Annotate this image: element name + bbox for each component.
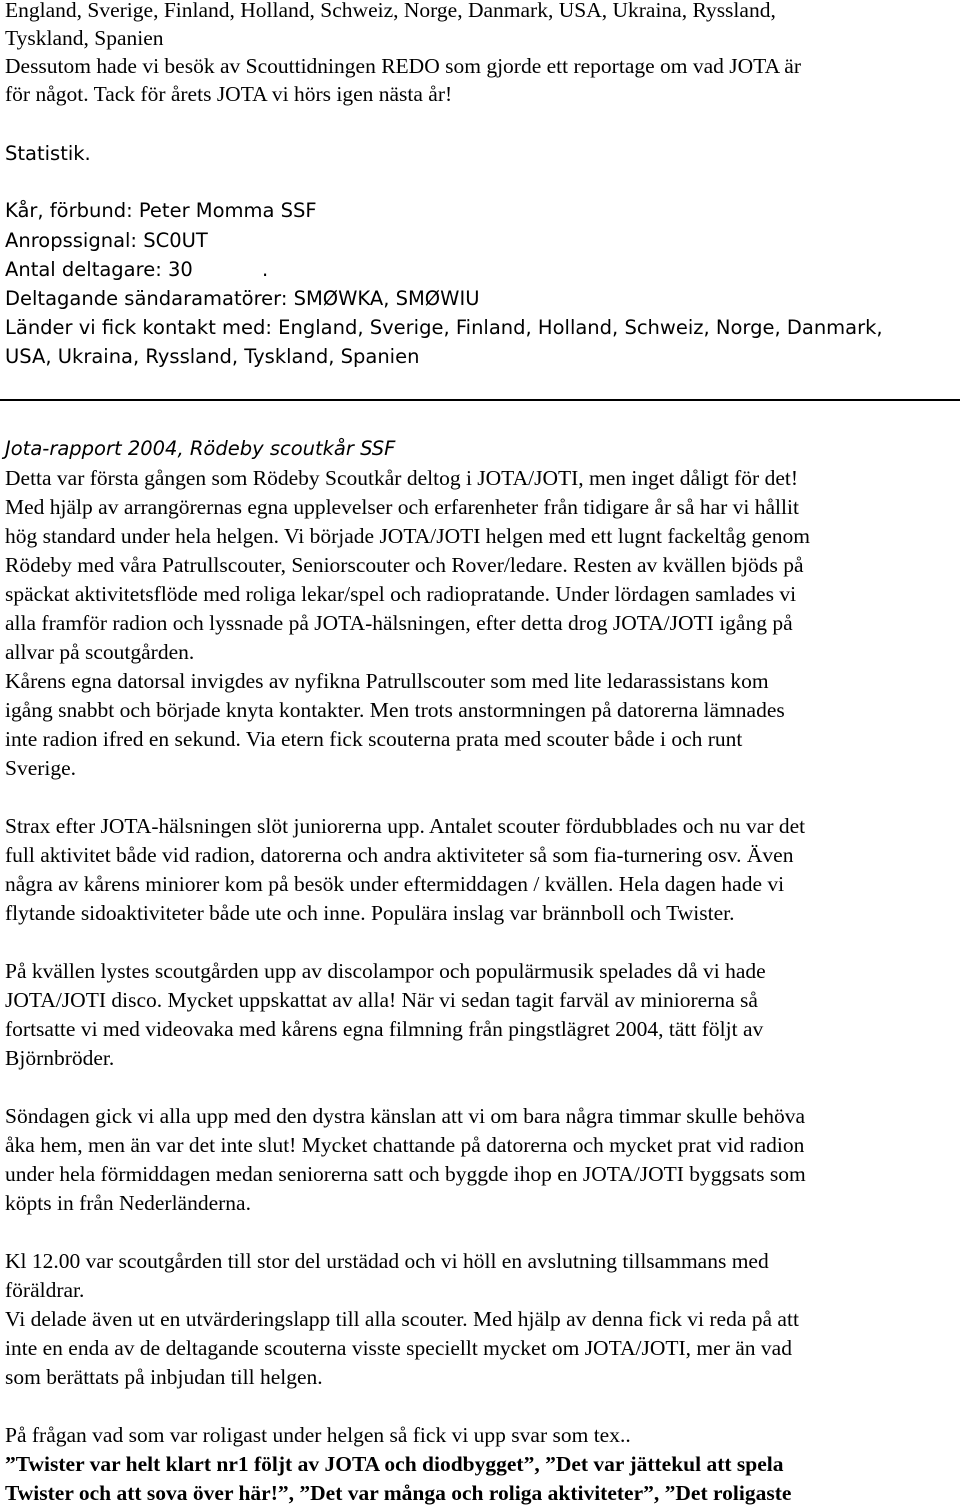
text-line: Med hjälp av arrangörernas egna upplevelser och erfarenheter från tidigare år så har vi hållit bbox=[5, 495, 799, 519]
stats-line: Länder vi fick kontakt med: England, Sverige, Finland, Holland, Schweiz, Norge, Danmark, bbox=[5, 316, 883, 339]
text-line: som berättats på inbjudan till helgen. bbox=[5, 1365, 323, 1389]
text-line: Söndagen gick vi alla upp med den dystra känslan att vi om bara några timmar skulle behöva bbox=[5, 1104, 806, 1128]
text-line: Kårens egna datorsal invigdes av nyfikna Patrullscouter som med lite ledarassistans kom bbox=[5, 669, 769, 693]
stats-line: Deltagande sändaramatörer: SMØWKA, SMØWIU bbox=[5, 287, 480, 310]
text-line: JOTA/JOTI disco. Mycket uppskattat av alla! När vi sedan tagit farväl av miniorerna så bbox=[5, 988, 758, 1012]
stats-heading: Statistik. bbox=[5, 142, 91, 165]
text-line: några av kårens miniorer kom på besök under eftermiddagen / kvällen. Hela dagen hade vi bbox=[5, 872, 785, 896]
text-line: På kvällen lystes scoutgården upp av discolampor och populärmusik spelades då vi hade bbox=[5, 959, 766, 983]
text-line: hög standard under hela helgen. Vi började JOTA/JOTI helgen med ett lugnt fackeltåg genom bbox=[5, 524, 810, 548]
stats-dot: . bbox=[262, 258, 269, 281]
section-divider bbox=[0, 399, 960, 401]
text-line: köpts in från Nederländerna. bbox=[5, 1191, 251, 1215]
text-line: inte radion ifred en sekund. Via etern fick scouterna prata med scouter både i och runt bbox=[5, 727, 743, 751]
text-line: På frågan vad som var roligast under helgen så fick vi upp svar som tex.. bbox=[5, 1423, 631, 1447]
report-heading: Jota-rapport 2004, Rödeby scoutkår SSF bbox=[5, 437, 396, 460]
stats-line: Kår, förbund: Peter Momma SSF bbox=[5, 199, 317, 222]
stats-line: Anropssignal: SC0UT bbox=[5, 229, 208, 252]
text-line: Vi delade även ut en utvärderingslapp till alla scouter. Med hjälp av denna fick vi reda på att bbox=[5, 1307, 799, 1331]
text-line: Kl 12.00 var scoutgården till stor del urstädad och vi höll en avslutning tillsammans med bbox=[5, 1249, 769, 1273]
text-line: Dessutom hade vi besök av Scouttidningen REDO som gjorde ett reportage om vad JOTA är bbox=[5, 54, 802, 78]
text-line: åka hem, men än var det inte slut! Mycket chattande på datorerna och mycket prat vid radion bbox=[5, 1133, 805, 1157]
text-line: under hela förmiddagen medan seniorerna satt och byggde ihop en JOTA/JOTI byggsats som bbox=[5, 1162, 806, 1186]
text-line: inte en enda av de deltagande scouterna visste speciellt mycket om JOTA/JOTI, mer än vad bbox=[5, 1336, 792, 1360]
text-line: för något. Tack för årets JOTA vi hörs igen nästa år! bbox=[5, 82, 453, 106]
text-line: flytande sidoaktiviteter både ute och inne. Populära inslag var brännboll och Twister. bbox=[5, 901, 735, 925]
text-line: fortsatte vi med videovaka med kårens egna filmning från pingstlägret 2004, tätt följt av bbox=[5, 1017, 764, 1041]
stats-line: USA, Ukraina, Ryssland, Tyskland, Spanien bbox=[5, 345, 420, 368]
text-line: Björnbröder. bbox=[5, 1046, 115, 1070]
quote-line: ”Twister var helt klart nr1 följt av JOTA och diodbygget”, ”Det var jättekul att spela bbox=[5, 1452, 784, 1476]
stats-line: Antal deltagare: 30 bbox=[5, 258, 193, 281]
text-line: full aktivitet både vid radion, datorerna och andra aktiviteter så som fia-turnering osv. Även bbox=[5, 843, 794, 867]
text-line: späckat aktivitetsflöde med roliga lekar/spel och radiopratande. Under lördagen samlades vi bbox=[5, 582, 797, 606]
text-line: Rödeby med våra Patrullscouter, Seniorscouter och Rover/ledare. Resten av kvällen bjöds på bbox=[5, 553, 804, 577]
quote-line: Twister och att sova över här!”, ”Det var många och roliga aktiviteter”, ”Det roligaste bbox=[5, 1481, 792, 1505]
text-line: Tyskland, Spanien bbox=[5, 26, 164, 50]
text-line: allvar på scoutgården. bbox=[5, 640, 195, 664]
text-line: alla framför radion och lyssnade på JOTA-hälsningen, efter detta drog JOTA/JOTI igång på bbox=[5, 611, 793, 635]
text-line: igång snabbt och började knyta kontakter. Men trots anstormningen på datorerna lämnades bbox=[5, 698, 785, 722]
text-line: Strax efter JOTA-hälsningen slöt juniorerna upp. Antalet scouter fördubblades och nu var det bbox=[5, 814, 806, 838]
text-line: England, Sverige, Finland, Holland, Schweiz, Norge, Danmark, USA, Ukraina, Ryssland, bbox=[5, 0, 776, 22]
text-line: föräldrar. bbox=[5, 1278, 85, 1302]
text-line: Sverige. bbox=[5, 756, 77, 780]
text-line: Detta var första gången som Rödeby Scoutkår deltog i JOTA/JOTI, men inget dåligt för det! bbox=[5, 466, 798, 490]
